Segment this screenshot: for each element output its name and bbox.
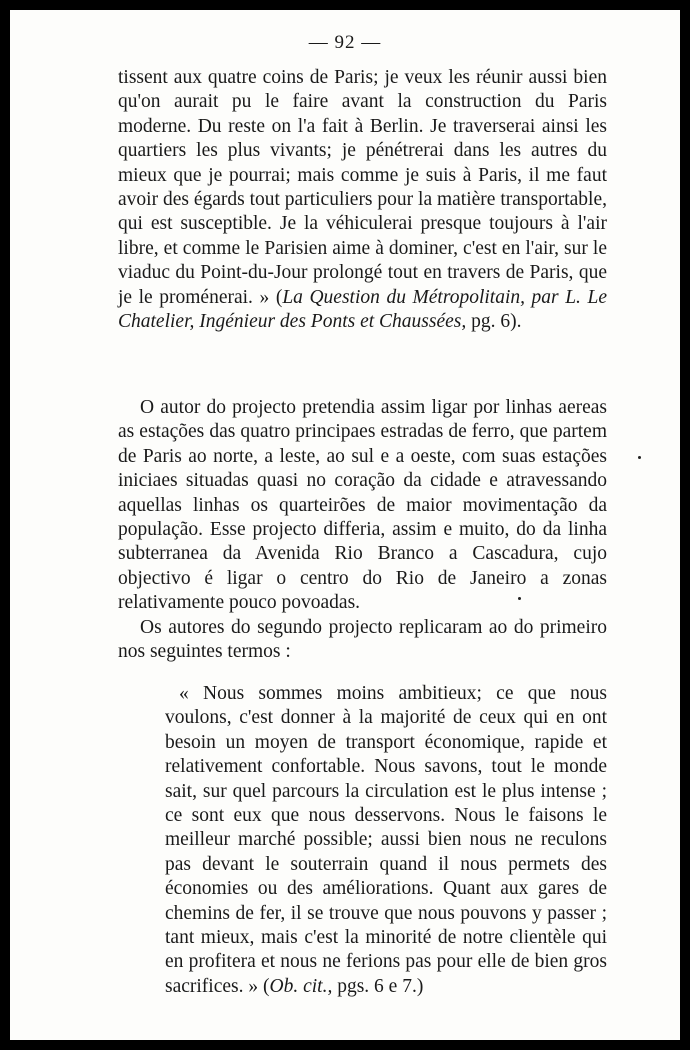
french-quote-continuation (118, 66, 607, 334)
quote2-text: « Nous sommes moins ambitieux; ce que nous voulons, c'est donner à la majorité de ceux qui en ont besoin un moyen de transport économique, rapide et relativement confortable. Nous savons, tout le monde sait, sur quel parcours la circulation est le plus intense ; ce sont eux que nous desservons. Nous le faisons le meilleur marché possible; aussi bien nous ne reculons pas devant le souterrain quand il nous permets des économies ou des améliorations. Quant aux gares de chemins de fer, il se trouve que nous pouvons y passer ; tant mieux, mais c'est la minorité de notre clientèle qui en profitera et nous ne ferions pas pour elle de bien gros sacrifices. » ( (165, 683, 607, 997)
quote1-citation: La Question du Métropolitain, par L. Le Chatelier, Ingénieur des Ponts et Chaussées, (118, 286, 607, 333)
print-speck (638, 456, 641, 459)
page-number: — 92 — (308, 32, 382, 53)
french-quote-reply (165, 682, 607, 999)
print-speck (518, 597, 521, 600)
quote2-citation: Ob. cit., (269, 975, 333, 997)
book-page (10, 10, 680, 1040)
quote1-text: tissent aux quatre coins de Paris; je veux les réunir aussi bien qu'on aurait pu le faire avant la construction du Paris moderne. Du reste on l'a fait à Berlin. Je traverserai ainsi les quartiers les plus vivants; je pénétrerai dans les autres du mieux que je pourrai; mais comme je suis à Paris, il me faut avoir des égards tout particuliers pour la matière transportable, qui est susceptible. Je la véhiculerai presque toujours à l'air libre, et comme le Parisien aime à dominer, c'est en l'air, sur le viaduc du Point-du-Jour prolongé tout en travers de Paris, que je le proménerai. » ( (118, 67, 607, 308)
quote2-citation-end: pgs. 6 e 7.) (332, 975, 424, 997)
paragraph-1: O autor do projecto pretendia assim ligar por linhas aereas as estações das quatro principaes estradas de ferro, que partem de Paris ao norte, a leste, ao sul e a oeste, com suas estações iniciaes situadas quasi no coração da cidade e atravessando aquellas linhas os quarteirões de maior movimentação da população. Esse projecto differia, assim e muito, do da linha subterranea da Avenida Rio Branco a Cascadura, cujo objectivo é ligar o centro do Rio de Janeiro a zonas relativamente pouco povoadas. (118, 397, 607, 614)
paragraph-2: Os autores do segundo projecto replicaram ao do primeiro nos seguintes termos : (118, 616, 607, 663)
quote1-citation-end: pg. 6). (466, 311, 522, 333)
body-text (118, 396, 607, 664)
